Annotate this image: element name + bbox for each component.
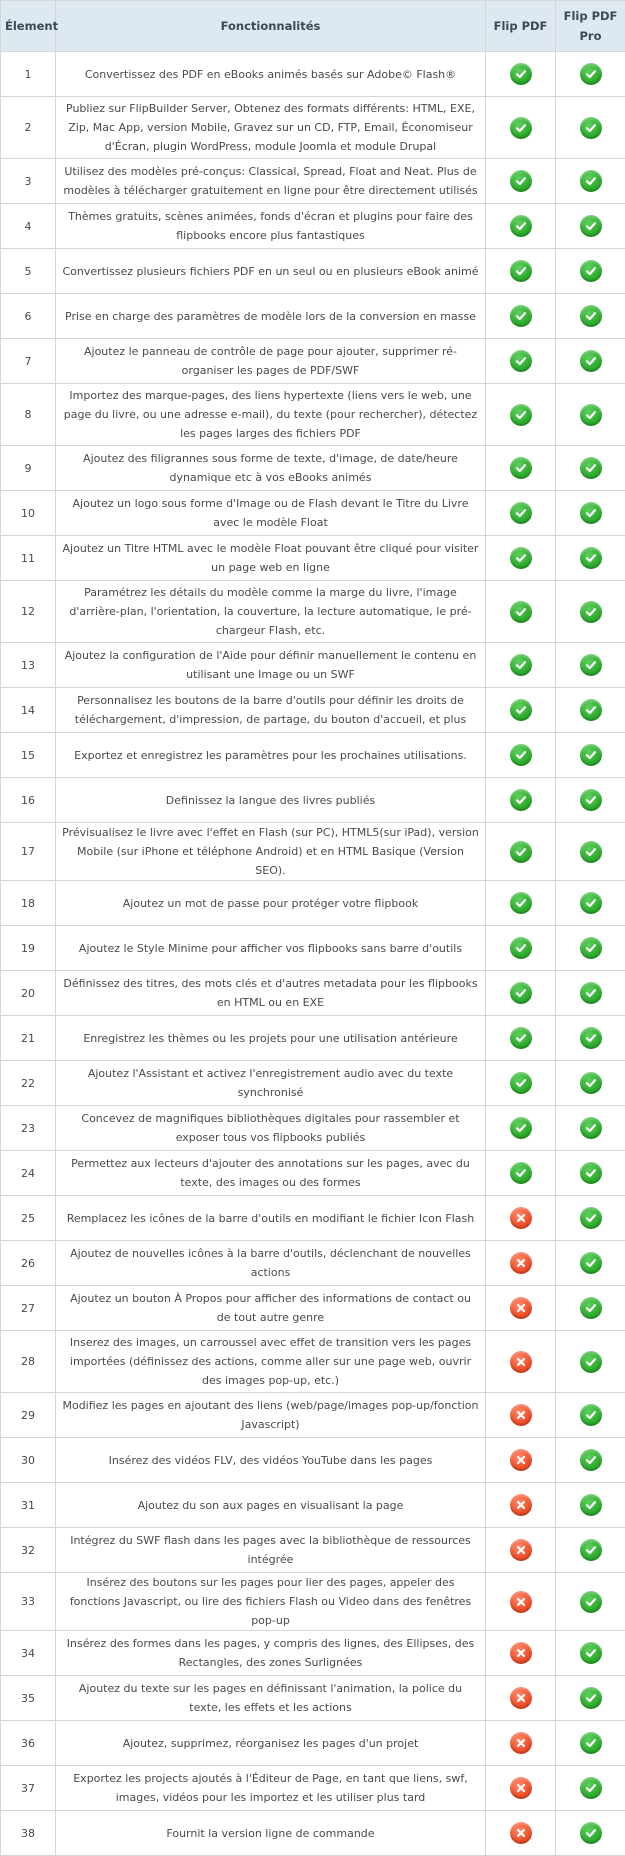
table-row bbox=[1, 926, 625, 971]
table-row bbox=[1, 778, 625, 823]
table-row bbox=[1, 97, 625, 159]
feature-description: Ajoutez un bouton À Propos pour afficher des informations de contact ou de tout autre genre bbox=[56, 1286, 486, 1331]
flip-pdf-cell bbox=[486, 1721, 556, 1766]
row-number: 9 bbox=[1, 446, 56, 491]
table-header-row bbox=[1, 1, 625, 52]
cross-icon bbox=[510, 1732, 532, 1754]
flip-pdf-pro-cell bbox=[556, 733, 625, 778]
check-icon bbox=[580, 1732, 602, 1754]
flip-pdf-cell bbox=[486, 491, 556, 536]
check-icon bbox=[580, 1591, 602, 1613]
check-icon bbox=[580, 892, 602, 914]
feature-description: Publiez sur FlipBuilder Server, Obtenez des formats différents: HTML, EXE, Zip, Mac App, version Mobile, Gravez sur un CD, FTP, Email, Économiseur d'Écran, plugin WordPress, module Joomla et module Drupal bbox=[56, 97, 486, 159]
check-icon bbox=[580, 1642, 602, 1664]
flip-pdf-pro-cell bbox=[556, 446, 625, 491]
flip-pdf-cell bbox=[486, 1016, 556, 1061]
feature-description: Ajoutez un mot de passe pour protéger votre flipbook bbox=[56, 881, 486, 926]
check-icon bbox=[580, 1252, 602, 1274]
table-row bbox=[1, 1061, 625, 1106]
check-icon bbox=[580, 1072, 602, 1094]
row-number: 14 bbox=[1, 688, 56, 733]
check-icon bbox=[580, 937, 602, 959]
row-number: 34 bbox=[1, 1631, 56, 1676]
check-icon bbox=[510, 892, 532, 914]
flip-pdf-pro-cell bbox=[556, 1483, 625, 1528]
flip-pdf-cell bbox=[486, 1331, 556, 1393]
check-icon bbox=[580, 457, 602, 479]
feature-description: Personnalisez les boutons de la barre d'outils pour définir les droits de téléchargement, d'impression, de partage, du bouton d'accueil, et plus bbox=[56, 688, 486, 733]
feature-description: Thèmes gratuits, scènes animées, fonds d'écran et plugins pour faire des flipbooks encore plus fantastiques bbox=[56, 204, 486, 249]
check-icon bbox=[510, 457, 532, 479]
table-row bbox=[1, 581, 625, 643]
feature-description: Concevez de magnifiques bibliothèques digitales pour rassembler et exposer tous vos flipbooks publiés bbox=[56, 1106, 486, 1151]
row-number: 15 bbox=[1, 733, 56, 778]
flip-pdf-pro-cell bbox=[556, 491, 625, 536]
table-row bbox=[1, 881, 625, 926]
check-icon bbox=[510, 260, 532, 282]
feature-description: Ajoutez un logo sous forme d'Image ou de Flash devant le Titre du Livre avec le modèle Float bbox=[56, 491, 486, 536]
row-number: 32 bbox=[1, 1528, 56, 1573]
flip-pdf-pro-cell bbox=[556, 1286, 625, 1331]
feature-description: Exportez les projects ajoutés à l'Éditeur de Page, en tant que liens, swf, images, vidéos pour les importez et les utiliser plus tard bbox=[56, 1766, 486, 1811]
feature-description: Insérez des vidéos FLV, des vidéos YouTube dans les pages bbox=[56, 1438, 486, 1483]
table-row bbox=[1, 339, 625, 384]
table-row bbox=[1, 1393, 625, 1438]
check-icon bbox=[580, 601, 602, 623]
feature-description: Ajoutez un Titre HTML avec le modèle Float pouvant être cliqué pour visiter un page web en ligne bbox=[56, 536, 486, 581]
check-icon bbox=[580, 547, 602, 569]
flip-pdf-pro-cell bbox=[556, 881, 625, 926]
flip-pdf-cell bbox=[486, 581, 556, 643]
row-number: 33 bbox=[1, 1573, 56, 1631]
check-icon bbox=[510, 1072, 532, 1094]
check-icon bbox=[510, 305, 532, 327]
header-flip-pdf: Flip PDF bbox=[486, 1, 556, 52]
flip-pdf-pro-cell bbox=[556, 1631, 625, 1676]
feature-description: Permettez aux lecteurs d'ajouter des annotations sur les pages, avec du texte, des images ou des formes bbox=[56, 1151, 486, 1196]
feature-description: Ajoutez l'Assistant et activez l'enregistrement audio avec du texte synchronisé bbox=[56, 1061, 486, 1106]
flip-pdf-cell bbox=[486, 1438, 556, 1483]
check-icon bbox=[580, 1687, 602, 1709]
flip-pdf-cell bbox=[486, 778, 556, 823]
flip-pdf-cell bbox=[486, 1811, 556, 1856]
row-number: 8 bbox=[1, 384, 56, 446]
flip-pdf-cell bbox=[486, 1196, 556, 1241]
check-icon bbox=[580, 841, 602, 863]
flip-pdf-pro-cell bbox=[556, 1241, 625, 1286]
row-number: 22 bbox=[1, 1061, 56, 1106]
flip-pdf-pro-cell bbox=[556, 1061, 625, 1106]
flip-pdf-pro-cell bbox=[556, 384, 625, 446]
check-icon bbox=[580, 1027, 602, 1049]
table-row bbox=[1, 52, 625, 97]
row-number: 36 bbox=[1, 1721, 56, 1766]
check-icon bbox=[580, 1449, 602, 1471]
flip-pdf-pro-cell bbox=[556, 971, 625, 1016]
row-number: 10 bbox=[1, 491, 56, 536]
flip-pdf-cell bbox=[486, 971, 556, 1016]
check-icon bbox=[580, 1822, 602, 1844]
flip-pdf-pro-cell bbox=[556, 778, 625, 823]
row-number: 30 bbox=[1, 1438, 56, 1483]
row-number: 28 bbox=[1, 1331, 56, 1393]
check-icon bbox=[510, 404, 532, 426]
row-number: 26 bbox=[1, 1241, 56, 1286]
flip-pdf-cell bbox=[486, 1528, 556, 1573]
flip-pdf-cell bbox=[486, 881, 556, 926]
cross-icon bbox=[510, 1822, 532, 1844]
check-icon bbox=[580, 1494, 602, 1516]
flip-pdf-pro-cell bbox=[556, 1331, 625, 1393]
check-icon bbox=[580, 1162, 602, 1184]
flip-pdf-pro-cell bbox=[556, 204, 625, 249]
flip-pdf-pro-cell bbox=[556, 1721, 625, 1766]
check-icon bbox=[510, 699, 532, 721]
flip-pdf-pro-cell bbox=[556, 1151, 625, 1196]
feature-description: Ajoutez de nouvelles icônes à la barre d'outils, déclenchant de nouvelles actions bbox=[56, 1241, 486, 1286]
row-number: 18 bbox=[1, 881, 56, 926]
feature-description: Paramétrez les détails du modèle comme la marge du livre, l'image d'arrière-plan, l'orientation, la couverture, la lecture automatique, le pré-chargeur Flash, etc. bbox=[56, 581, 486, 643]
feature-description: Exportez et enregistrez les paramètres pour les prochaines utilisations. bbox=[56, 733, 486, 778]
table-row bbox=[1, 1241, 625, 1286]
row-number: 21 bbox=[1, 1016, 56, 1061]
row-number: 35 bbox=[1, 1676, 56, 1721]
flip-pdf-cell bbox=[486, 1483, 556, 1528]
check-icon bbox=[580, 1539, 602, 1561]
flip-pdf-cell bbox=[486, 1393, 556, 1438]
row-number: 1 bbox=[1, 52, 56, 97]
row-number: 3 bbox=[1, 159, 56, 204]
check-icon bbox=[510, 937, 532, 959]
check-icon bbox=[510, 215, 532, 237]
check-icon bbox=[510, 982, 532, 1004]
check-icon bbox=[580, 982, 602, 1004]
table-row bbox=[1, 1573, 625, 1631]
cross-icon bbox=[510, 1494, 532, 1516]
feature-description: Insérez des boutons sur les pages pour lier des pages, appeler des fonctions Javascript, ou lire des fichiers Flash ou Video dans des fenêtres pop-up bbox=[56, 1573, 486, 1631]
check-icon bbox=[510, 502, 532, 524]
row-number: 24 bbox=[1, 1151, 56, 1196]
table-row bbox=[1, 1331, 625, 1393]
check-icon bbox=[510, 601, 532, 623]
check-icon bbox=[580, 170, 602, 192]
check-icon bbox=[580, 789, 602, 811]
header-features: Fonctionnalités bbox=[56, 1, 486, 52]
feature-description: Ajoutez des filigrannes sous forme de texte, d'image, de date/heure dynamique etc à vos eBooks animés bbox=[56, 446, 486, 491]
table-row bbox=[1, 733, 625, 778]
row-number: 23 bbox=[1, 1106, 56, 1151]
flip-pdf-pro-cell bbox=[556, 1573, 625, 1631]
flip-pdf-pro-cell bbox=[556, 536, 625, 581]
row-number: 12 bbox=[1, 581, 56, 643]
check-icon bbox=[580, 260, 602, 282]
header-element: Élement bbox=[1, 1, 56, 52]
flip-pdf-pro-cell bbox=[556, 926, 625, 971]
cross-icon bbox=[510, 1351, 532, 1373]
flip-pdf-cell bbox=[486, 733, 556, 778]
row-number: 2 bbox=[1, 97, 56, 159]
check-icon bbox=[510, 117, 532, 139]
cross-icon bbox=[510, 1591, 532, 1613]
flip-pdf-cell bbox=[486, 823, 556, 881]
table-row bbox=[1, 643, 625, 688]
check-icon bbox=[580, 1404, 602, 1426]
flip-pdf-pro-cell bbox=[556, 294, 625, 339]
row-number: 16 bbox=[1, 778, 56, 823]
table-row bbox=[1, 159, 625, 204]
flip-pdf-cell bbox=[486, 1151, 556, 1196]
cross-icon bbox=[510, 1297, 532, 1319]
row-number: 5 bbox=[1, 249, 56, 294]
cross-icon bbox=[510, 1687, 532, 1709]
flip-pdf-pro-cell bbox=[556, 97, 625, 159]
check-icon bbox=[510, 744, 532, 766]
check-icon bbox=[580, 744, 602, 766]
feature-description: Prise en charge des paramètres de modèle lors de la conversion en masse bbox=[56, 294, 486, 339]
row-number: 6 bbox=[1, 294, 56, 339]
table-row bbox=[1, 1811, 625, 1856]
table-row bbox=[1, 1151, 625, 1196]
table-row bbox=[1, 823, 625, 881]
feature-description: Définissez des titres, des mots clés et d'autres metadata pour les flipbooks en HTML ou en EXE bbox=[56, 971, 486, 1016]
check-icon bbox=[510, 547, 532, 569]
flip-pdf-pro-cell bbox=[556, 1196, 625, 1241]
check-icon bbox=[580, 350, 602, 372]
check-icon bbox=[580, 1117, 602, 1139]
row-number: 13 bbox=[1, 643, 56, 688]
feature-description: Ajoutez le panneau de contrôle de page pour ajouter, supprimer ré-organiser les pages de PDF/SWF bbox=[56, 339, 486, 384]
flip-pdf-pro-cell bbox=[556, 1528, 625, 1573]
table-row bbox=[1, 1483, 625, 1528]
table-row bbox=[1, 536, 625, 581]
table-row bbox=[1, 384, 625, 446]
feature-description: Modifiez les pages en ajoutant des liens (web/page/images pop-up/fonction Javascript) bbox=[56, 1393, 486, 1438]
flip-pdf-pro-cell bbox=[556, 1676, 625, 1721]
feature-description: Ajoutez du son aux pages en visualisant la page bbox=[56, 1483, 486, 1528]
check-icon bbox=[580, 63, 602, 85]
table-row bbox=[1, 491, 625, 536]
flip-pdf-cell bbox=[486, 926, 556, 971]
flip-pdf-cell bbox=[486, 1766, 556, 1811]
flip-pdf-pro-cell bbox=[556, 1811, 625, 1856]
check-icon bbox=[580, 1297, 602, 1319]
flip-pdf-cell bbox=[486, 1286, 556, 1331]
table-row bbox=[1, 688, 625, 733]
cross-icon bbox=[510, 1642, 532, 1664]
check-icon bbox=[510, 1117, 532, 1139]
feature-description: Ajoutez la configuration de l'Aide pour définir manuellement le contenu en utilisant une Image ou un SWF bbox=[56, 643, 486, 688]
check-icon bbox=[510, 1162, 532, 1184]
row-number: 4 bbox=[1, 204, 56, 249]
flip-pdf-pro-cell bbox=[556, 688, 625, 733]
feature-description: Ajoutez le Style Minime pour afficher vos flipbooks sans barre d'outils bbox=[56, 926, 486, 971]
check-icon bbox=[580, 1351, 602, 1373]
check-icon bbox=[580, 699, 602, 721]
flip-pdf-cell bbox=[486, 536, 556, 581]
check-icon bbox=[580, 654, 602, 676]
row-number: 25 bbox=[1, 1196, 56, 1241]
feature-description: Insérez des formes dans les pages, y compris des lignes, des Ellipses, des Rectangles, des zones Surlignées bbox=[56, 1631, 486, 1676]
flip-pdf-pro-cell bbox=[556, 643, 625, 688]
flip-pdf-cell bbox=[486, 52, 556, 97]
table-row bbox=[1, 1528, 625, 1573]
table-row bbox=[1, 249, 625, 294]
flip-pdf-cell bbox=[486, 1573, 556, 1631]
row-number: 7 bbox=[1, 339, 56, 384]
check-icon bbox=[580, 117, 602, 139]
feature-description: Prévisualisez le livre avec l'effet en Flash (sur PC), HTML5(sur iPad), version Mobile (sur iPhone et téléphone Android) et en HTML Basique (Version SEO). bbox=[56, 823, 486, 881]
check-icon bbox=[510, 350, 532, 372]
flip-pdf-pro-cell bbox=[556, 1393, 625, 1438]
check-icon bbox=[580, 502, 602, 524]
flip-pdf-cell bbox=[486, 1241, 556, 1286]
table-row bbox=[1, 1631, 625, 1676]
table-row bbox=[1, 1766, 625, 1811]
feature-description: Ajoutez, supprimez, réorganisez les pages d'un projet bbox=[56, 1721, 486, 1766]
feature-description: Importez des marque-pages, des liens hypertexte (liens vers le web, une page du livre, ou une adresse e-mail), du texte (pour rechercher), détectez les pages larges des fichiers PDF bbox=[56, 384, 486, 446]
flip-pdf-cell bbox=[486, 159, 556, 204]
row-number: 19 bbox=[1, 926, 56, 971]
row-number: 20 bbox=[1, 971, 56, 1016]
table-row bbox=[1, 446, 625, 491]
flip-pdf-cell bbox=[486, 1676, 556, 1721]
flip-pdf-cell bbox=[486, 1061, 556, 1106]
flip-pdf-cell bbox=[486, 1631, 556, 1676]
row-number: 31 bbox=[1, 1483, 56, 1528]
row-number: 17 bbox=[1, 823, 56, 881]
check-icon bbox=[580, 1207, 602, 1229]
flip-pdf-pro-cell bbox=[556, 823, 625, 881]
check-icon bbox=[580, 1777, 602, 1799]
flip-pdf-cell bbox=[486, 339, 556, 384]
feature-description: Remplacez les icônes de la barre d'outils en modifiant le fichier Icon Flash bbox=[56, 1196, 486, 1241]
feature-description: Utilisez des modèles pré-conçus: Classical, Spread, Float and Neat. Plus de modèles à télécharger gratuitement en ligne pour être directement utilisés bbox=[56, 159, 486, 204]
cross-icon bbox=[510, 1449, 532, 1471]
table-row bbox=[1, 294, 625, 339]
flip-pdf-pro-cell bbox=[556, 1106, 625, 1151]
cross-icon bbox=[510, 1404, 532, 1426]
header-flip-pdf-pro: Flip PDF Pro bbox=[556, 1, 625, 52]
flip-pdf-pro-cell bbox=[556, 159, 625, 204]
feature-description: Intégrez du SWF flash dans les pages avec la bibliothèque de ressources intégrée bbox=[56, 1528, 486, 1573]
table-row bbox=[1, 1196, 625, 1241]
table-row bbox=[1, 971, 625, 1016]
check-icon bbox=[510, 63, 532, 85]
flip-pdf-pro-cell bbox=[556, 339, 625, 384]
check-icon bbox=[510, 170, 532, 192]
check-icon bbox=[580, 404, 602, 426]
flip-pdf-pro-cell bbox=[556, 581, 625, 643]
check-icon bbox=[510, 654, 532, 676]
cross-icon bbox=[510, 1252, 532, 1274]
flip-pdf-pro-cell bbox=[556, 52, 625, 97]
row-number: 27 bbox=[1, 1286, 56, 1331]
feature-description: Convertissez des PDF en eBooks animés basés sur Adobe© Flash® bbox=[56, 52, 486, 97]
table-row bbox=[1, 1016, 625, 1061]
cross-icon bbox=[510, 1207, 532, 1229]
flip-pdf-cell bbox=[486, 249, 556, 294]
flip-pdf-cell bbox=[486, 384, 556, 446]
feature-description: Fournit la version ligne de commande bbox=[56, 1811, 486, 1856]
feature-description: Enregistrez les thèmes ou les projets pour une utilisation antérieure bbox=[56, 1016, 486, 1061]
check-icon bbox=[510, 1027, 532, 1049]
check-icon bbox=[510, 841, 532, 863]
flip-pdf-pro-cell bbox=[556, 1766, 625, 1811]
check-icon bbox=[580, 305, 602, 327]
feature-description: Convertissez plusieurs fichiers PDF en un seul ou en plusieurs eBook animé bbox=[56, 249, 486, 294]
flip-pdf-cell bbox=[486, 294, 556, 339]
flip-pdf-pro-cell bbox=[556, 249, 625, 294]
feature-description: Definissez la langue des livres publiés bbox=[56, 778, 486, 823]
row-number: 11 bbox=[1, 536, 56, 581]
table-row bbox=[1, 1438, 625, 1483]
flip-pdf-pro-cell bbox=[556, 1016, 625, 1061]
check-icon bbox=[580, 215, 602, 237]
row-number: 29 bbox=[1, 1393, 56, 1438]
row-number: 38 bbox=[1, 1811, 56, 1856]
flip-pdf-cell bbox=[486, 688, 556, 733]
flip-pdf-cell bbox=[486, 97, 556, 159]
table-row bbox=[1, 1676, 625, 1721]
flip-pdf-cell bbox=[486, 446, 556, 491]
cross-icon bbox=[510, 1777, 532, 1799]
table-row bbox=[1, 204, 625, 249]
check-icon bbox=[510, 789, 532, 811]
feature-description: Ajoutez du texte sur les pages en définissant l'animation, la police du texte, les effets et les actions bbox=[56, 1676, 486, 1721]
cross-icon bbox=[510, 1539, 532, 1561]
flip-pdf-cell bbox=[486, 1106, 556, 1151]
row-number: 37 bbox=[1, 1766, 56, 1811]
feature-description: Inserez des images, un carroussel avec effet de transition vers les pages importées (définissez des actions, comme aller sur une page web, ouvrir des images pop-up, etc.) bbox=[56, 1331, 486, 1393]
flip-pdf-cell bbox=[486, 643, 556, 688]
table-row bbox=[1, 1721, 625, 1766]
flip-pdf-pro-cell bbox=[556, 1438, 625, 1483]
table-row bbox=[1, 1106, 625, 1151]
flip-pdf-cell bbox=[486, 204, 556, 249]
table-row bbox=[1, 1286, 625, 1331]
